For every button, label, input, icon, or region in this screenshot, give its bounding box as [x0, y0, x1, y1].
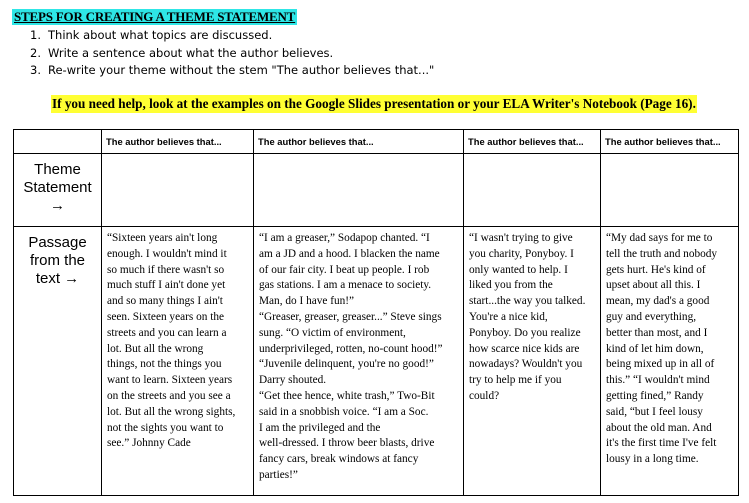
passage-line: of our fair city. I beat up people. I rob — [259, 263, 430, 276]
passage-line: try to help me if you — [469, 374, 562, 387]
passage-row — [14, 227, 739, 496]
passage-line: lot. But all the wrong sights, — [107, 405, 236, 418]
passage-line: could? — [469, 389, 500, 402]
column-header: The author believes that... — [464, 130, 601, 154]
passage-line: guy and everything, — [606, 310, 697, 323]
step-text: Think about what topics are discussed. — [48, 28, 273, 42]
step-item — [30, 45, 434, 63]
passage-line: streets and you can learn a — [107, 326, 227, 339]
theme-label-line: Theme — [34, 161, 81, 178]
passage-line: tell the truth and nobody — [606, 247, 718, 260]
steps-list — [30, 27, 434, 80]
passage-cell — [464, 227, 601, 496]
passage-line: am a JD and a hood. I blacken the name — [259, 247, 440, 260]
passage-line: nowadays? Wouldn't you — [469, 358, 583, 371]
step-number: 2. — [30, 45, 41, 60]
step-item — [30, 27, 434, 45]
passage-line: fancy cars, break windows at fancy — [259, 453, 419, 466]
passage-line: mean, my dad's a good — [606, 295, 710, 308]
theme-row — [14, 154, 739, 227]
passage-line: said, “but I feel lousy — [606, 405, 703, 418]
step-number: 1. — [30, 28, 41, 42]
passage-line: “Get thee hence, white trash,” Two-Bit — [259, 389, 435, 402]
passage-line: so much if there wasn't so — [107, 263, 225, 276]
theme-table — [13, 129, 739, 496]
passage-line: about the old man. And — [606, 421, 712, 434]
passage-line: sung. “O victim of environment, — [259, 326, 406, 339]
step-number: 3. — [30, 63, 41, 77]
passage-cell — [601, 227, 739, 496]
passage-cell — [254, 227, 464, 496]
passage-line: Darry shouted. — [259, 374, 327, 387]
step-text: Write a sentence about what the author believes. — [48, 45, 334, 60]
header-row — [14, 130, 739, 154]
theme-label-arrow: → — [50, 197, 65, 214]
step-text: Re-write your theme without the stem "The author believes that..." — [48, 63, 435, 77]
theme-input-cell[interactable] — [601, 154, 739, 227]
passage-line: not the sights you want to — [107, 421, 224, 434]
passage-line: you charity, Ponyboy. I — [469, 247, 574, 260]
passage-line: said in a snobbish voice. “I am a Soc. — [259, 405, 429, 418]
passage-line: upset about all this. I — [606, 279, 701, 292]
passage-line: “I am a greaser,” Sodapop chanted. “I — [259, 232, 430, 244]
passage-line: and so many things I ain't — [107, 295, 223, 308]
column-header: The author believes that... — [601, 130, 739, 154]
step-item — [30, 62, 434, 80]
passage-label-line: Passage — [28, 234, 87, 251]
passage-line: much stuff I ain't done yet — [107, 279, 226, 292]
theme-input-cell[interactable] — [102, 154, 254, 227]
passage-label-cell — [14, 227, 102, 496]
theme-label-cell — [14, 154, 102, 227]
passage-line: “Sixteen years ain't long — [107, 232, 218, 244]
theme-input-cell[interactable] — [254, 154, 464, 227]
passage-cell — [102, 227, 254, 496]
passage-line: lot. But all the wrong — [107, 342, 204, 355]
passage-line: on the streets and you see a — [107, 389, 231, 402]
passage-line: “My dad says for me to — [606, 232, 713, 244]
passage-line: Man, do I have fun!” — [259, 295, 355, 308]
passage-line: “I wasn't trying to give — [469, 232, 573, 244]
passage-line: how scarce nice kids are — [469, 342, 580, 355]
passage-line: want to learn. Sixteen years — [107, 374, 233, 387]
column-header: The author believes that... — [254, 130, 464, 154]
passage-line: well-dressed. I throw beer blasts, drive — [259, 437, 435, 450]
passage-line: “Juvenile delinquent, you're no good!” — [259, 358, 434, 371]
passage-line: gas stations. I am a menace to society. — [259, 279, 432, 292]
passage-line: parties!” — [259, 468, 298, 481]
passage-line: being mixed up in all of — [606, 358, 715, 371]
passage-line: liked you from the — [469, 279, 553, 292]
passage-line: this.” “I wouldn't mind — [606, 374, 710, 387]
passage-line: seen. Sixteen years on the — [107, 310, 225, 323]
passage-line: gets hurt. He's kind of — [606, 263, 706, 276]
passage-line: things, not the things you — [107, 358, 222, 371]
header-blank-cell — [14, 130, 102, 154]
theme-label-line: Statement — [23, 179, 92, 196]
passage-line: only wanted to help. I — [469, 263, 568, 276]
passage-line: You're a nice kid, — [469, 310, 548, 323]
passage-line: start...the way you talked. — [469, 295, 586, 308]
passage-line: kind of let him down, — [606, 342, 704, 355]
passage-line: lousy in a long time. — [606, 453, 699, 466]
steps-heading: STEPS FOR CREATING A THEME STATEMENT — [14, 9, 296, 24]
passage-line: see.” Johnny Cade — [107, 437, 191, 450]
passage-line: it's the first time I've felt — [606, 437, 717, 450]
passage-line: getting fined,” Randy — [606, 389, 704, 402]
passage-line: I am the privileged and the — [259, 421, 381, 434]
passage-line: enough. I wouldn't mind it — [107, 247, 227, 260]
passage-line: “Greaser, greaser, greaser...” Steve sings — [259, 310, 442, 323]
passage-line: underprivileged, rotten, no-count hood!” — [259, 342, 443, 355]
passage-line: better than most, and I — [606, 326, 708, 339]
help-note: If you need help, look at the examples on the Google Slides presentation or your ELA Writer's Notebook (Page 16). — [52, 96, 696, 111]
column-header: The author believes that... — [102, 130, 254, 154]
passage-label-line: from the — [29, 252, 86, 269]
passage-label-line: text → — [35, 270, 80, 287]
passage-line: Ponyboy. Do you realize — [469, 326, 581, 339]
theme-input-cell[interactable] — [464, 154, 601, 227]
